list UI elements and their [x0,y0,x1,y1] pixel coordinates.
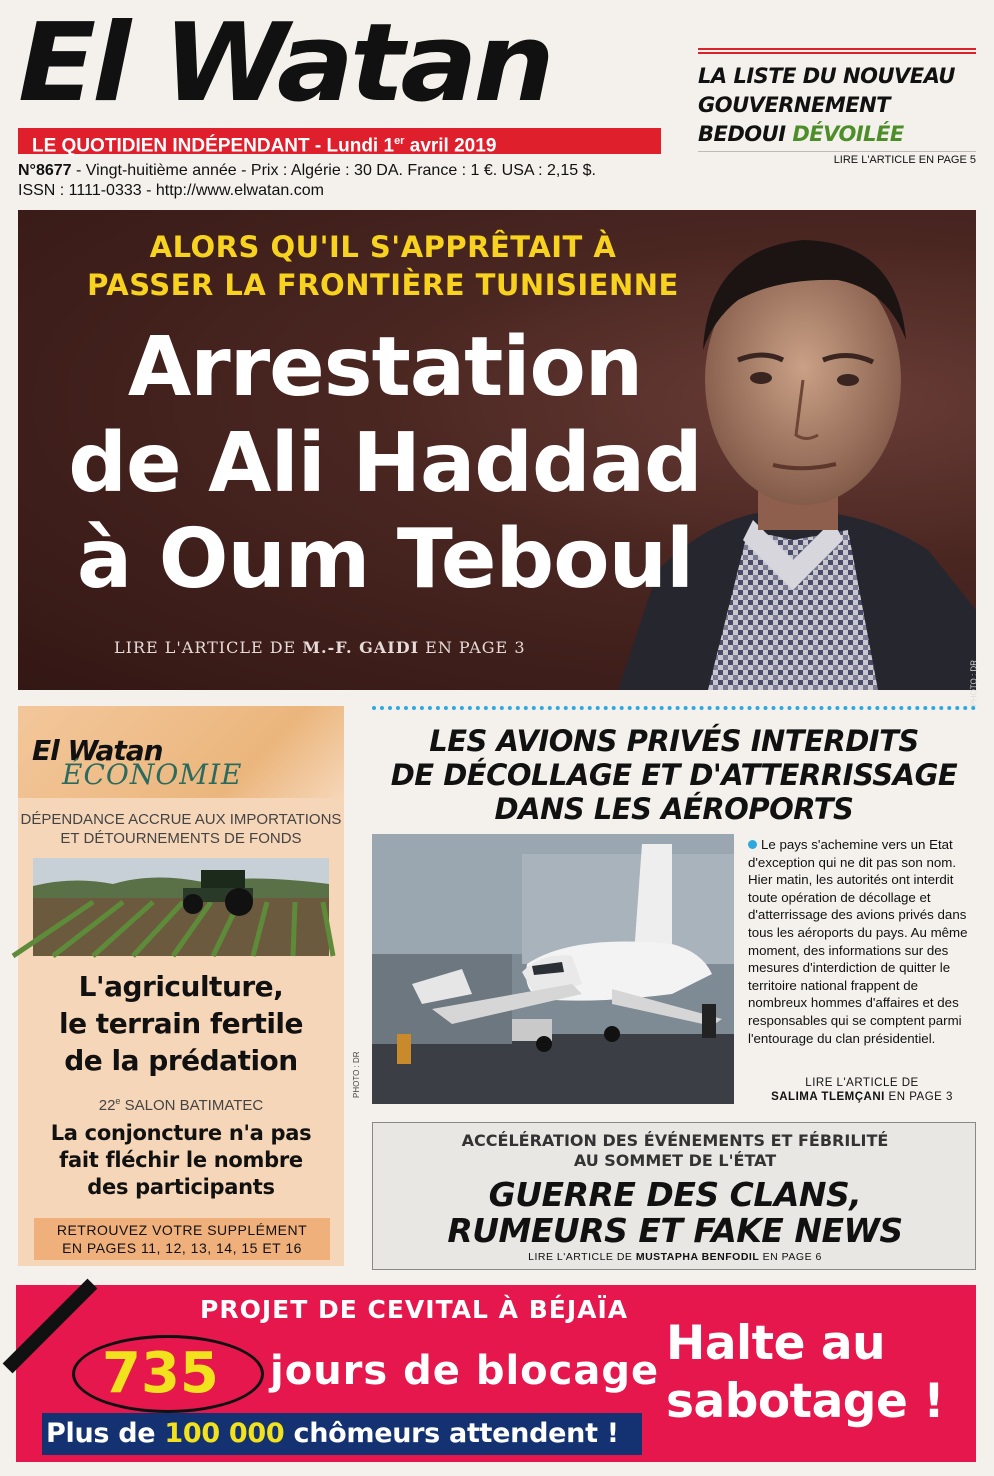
hero-kicker [38,228,728,304]
ear-headline[interactable] [698,62,976,149]
masthead [18,1,668,199]
avions-headline-line-2: DE DÉCOLLAGE ET D'ATTERRISSAGE [390,758,958,792]
economie-kicker-2 [18,1096,344,1114]
economie-kicker-2-text: SALON BATIMATEC [120,1097,264,1114]
dotted-divider [372,706,976,710]
cevital-banner[interactable] [16,1285,976,1462]
clans-kicker-line-2: AU SOMMET DE L'ÉTAT [573,1151,777,1170]
economie-headline-1-line-1: L'agriculture, [78,970,284,1003]
clans-kicker-line-1: ACCÉLÉRATION DES ÉVÉNEMENTS ET FÉBRILITÉ [461,1131,889,1150]
clans-credit-pre: LIRE L'ARTICLE DE [528,1251,636,1263]
bullet-dot-icon [748,840,757,849]
clans-box[interactable] [372,1122,976,1270]
hero-credit-pre: LIRE L'ARTICLE DE [114,638,303,657]
avions-headline-line-3: DANS LES AÉROPORTS [494,792,854,826]
economie-kicker-1 [18,810,344,848]
issue-details: - Vingt-huitième année - Prix : Algérie : 30 DA. France : 1 €. USA : 2,15 $. [71,162,596,179]
clans-headline-line-2: RUMEURS ET FAKE NEWS [447,1211,903,1250]
economie-headline-2-line-1: La conjoncture n'a pas [50,1121,312,1145]
newspaper-logo[interactable]: El Watan [18,1,551,126]
hero-read-more[interactable] [114,638,526,657]
hero-headline-line-3: à Oum Teboul [76,512,694,607]
economie-supplement[interactable] [18,706,344,1266]
economie-kicker-2-num: 22 [98,1097,116,1114]
banner-kicker: PROJET DE CEVITAL À BÉJAÏA [200,1295,629,1324]
economie-logo-main: El Watan [32,734,163,767]
strip-number: 100 000 [164,1418,285,1449]
banner-headline[interactable] [666,1315,966,1431]
economie-kicker-2-sup: e [115,1096,121,1106]
hero-headline-line-1: Arrestation [127,320,643,415]
ear-line-2: GOUVERNEMENT [698,93,890,117]
economie-supplement-pages[interactable] [34,1218,330,1260]
issue-number: N°8677 [18,162,72,179]
clans-read-more[interactable] [373,1251,977,1263]
avions-credit-line-2 [748,1090,976,1104]
avions-body-text: Le pays s'achemine vers un Etat d'exception qui ne dit pas son nom. Hier matin, les autorités ont interdit toute opération de décollage et d'atterrissage des avions privés dans tous les aéroports du pays. Au même moment, des informations sur des mesures d'interdiction de quitter le territoire national frappent de nombreux hommes d'affaires et des responsables qui se comptent parmi l'entourage du clan présidentiel. [748,837,968,1046]
avions-read-more[interactable] [748,1076,976,1104]
avions-credit-author: SALIMA TLEMÇANI [771,1091,885,1103]
clans-headline[interactable] [373,1177,977,1249]
plane-photo-credit: PHOTO : DR [352,1051,361,1098]
ear-line-3 [698,120,976,149]
economie-kicker-1-line-1: DÉPENDANCE ACCRUE AUX IMPORTATIONS [20,811,342,828]
economie-headline-1-line-3: de la prédation [64,1044,298,1077]
clans-credit-author: MUSTAPHA BENFODIL [635,1251,760,1263]
ear-line-3a: BEDOUI [698,122,793,146]
avions-headline-line-1: LES AVIONS PRIVÉS INTERDITS [429,724,919,758]
economie-foot-line-1: RETROUVEZ VOTRE SUPPLÉMENT [56,1222,308,1238]
banner-number: 735 [102,1341,219,1406]
economie-headline-1[interactable] [18,968,344,1079]
economie-kicker-1-line-2: ET DÉTOURNEMENTS DE FONDS [60,830,302,847]
private-jet-image [372,834,734,1104]
hero-credit-post: EN PAGE 3 [419,638,526,657]
clans-credit-post: EN PAGE 6 [759,1251,822,1263]
ear-rule [698,48,976,54]
economie-headline-2-line-2: fait fléchir le nombre [59,1148,303,1172]
strip-post: chômeurs attendent ! [284,1418,619,1449]
hero-headline-line-2: de Ali Haddad [68,416,702,511]
avions-headline[interactable] [372,724,976,826]
issn-line: ISSN : 1111-0333 - http://www.elwatan.com [18,182,324,199]
economie-headline-1-line-2: le terrain fertile [58,1007,304,1040]
economie-logo-section: ÉCONOMIE [62,758,243,791]
hero-story[interactable] [18,210,979,707]
ear-line-1: LA LISTE DU NOUVEAU [698,64,955,88]
banner-headline-line-2: sabotage ! [666,1374,945,1429]
clans-headline-line-1: GUERRE DES CLANS, [488,1175,862,1214]
avions-credit-post: EN PAGE 3 [884,1091,953,1103]
economie-foot-line-2: EN PAGES 11, 12, 13, 14, 15 ET 16 [62,1240,302,1256]
strip-pre: Plus de [46,1418,165,1449]
tagline-bar [18,128,661,157]
hero-kicker-line-2: PASSER LA FRONTIÈRE TUNISIENNE [87,268,679,302]
hero-kicker-line-1: ALORS QU'IL S'APPRÊTAIT À [149,230,617,264]
hero-photo-credit: PHOTO : DR [970,660,979,707]
banner-unemployed-strip [42,1413,642,1455]
hero-credit-author: M.-F. GAIDI [302,638,420,657]
hero-headline[interactable] [40,320,730,608]
avions-credit-line-1: LIRE L'ARTICLE DE [805,1077,919,1089]
clans-kicker [373,1131,977,1171]
economie-headline-2[interactable] [18,1120,344,1201]
tagline-text: LE QUOTIDIEN INDÉPENDANT - Lundi 1 [32,135,395,157]
tagline-date-end: avril 2019 [404,135,497,157]
ear-teaser[interactable] [698,48,976,178]
ear-read-more[interactable]: LIRE L'ARTICLE EN PAGE 5 [698,151,976,166]
banner-headline-line-1: Halte au [666,1316,886,1371]
ear-line-3b: DÉVOILÉE [792,122,904,146]
tractor-field-image [33,858,329,956]
issue-line [18,162,596,180]
tagline-sup: er [394,135,405,147]
economie-headline-2-line-3: des participants [87,1175,275,1199]
banner-days-text: jours de blocage [270,1348,660,1394]
avions-body [748,836,976,1047]
